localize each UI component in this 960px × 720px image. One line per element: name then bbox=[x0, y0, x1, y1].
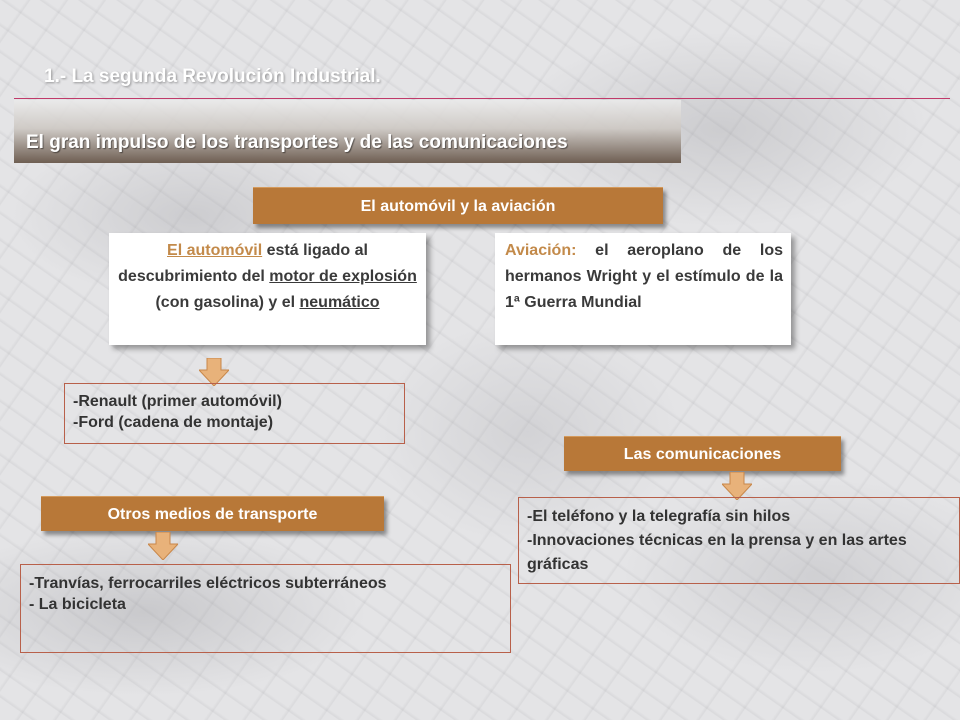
comunicaciones-list bbox=[518, 497, 960, 584]
section-title: 1.- La segunda Revolución Industrial. bbox=[44, 66, 381, 87]
arrow-down-icon bbox=[148, 532, 178, 560]
automovil-box bbox=[109, 233, 426, 345]
aviacion-lead: Aviación: bbox=[505, 242, 577, 259]
automovil-text-2: (con gasolina) y el bbox=[155, 294, 300, 311]
automovil-text-1: está ligado al descubrimiento del bbox=[118, 242, 368, 285]
list-item: -El teléfono y la telegrafía sin hilos bbox=[527, 508, 791, 525]
aviacion-text: el aeroplano de los hermanos Wright y el estímulo de la 1ª Guerra Mundial bbox=[505, 242, 783, 311]
main-heading: El gran impulso de los transportes y de las comunicaciones bbox=[14, 100, 681, 163]
arrow-down-icon bbox=[199, 358, 229, 386]
header-otros-medios: Otros medios de transporte bbox=[41, 496, 384, 531]
list-item: -Tranvías, ferrocarriles eléctricos subterráneos bbox=[29, 575, 387, 592]
automovil-motor: motor de explosión bbox=[269, 268, 417, 285]
list-item: - La bicicleta bbox=[29, 596, 126, 613]
automovil-neumatico: neumático bbox=[299, 294, 380, 311]
list-item: -Renault (primer automóvil) bbox=[73, 393, 282, 410]
header-automovil-aviacion: El automóvil y la aviación bbox=[253, 187, 663, 224]
otros-list bbox=[20, 564, 511, 653]
automovil-lead: El automóvil bbox=[167, 242, 263, 259]
list-item: -Innovaciones técnicas en la prensa y en las artes gráficas bbox=[527, 532, 907, 573]
header-comunicaciones: Las comunicaciones bbox=[564, 436, 841, 471]
title-divider bbox=[14, 98, 950, 99]
automovil-list bbox=[64, 383, 405, 444]
arrow-down-icon bbox=[722, 472, 752, 500]
list-item: -Ford (cadena de montaje) bbox=[73, 414, 274, 431]
aviacion-box bbox=[495, 233, 791, 345]
